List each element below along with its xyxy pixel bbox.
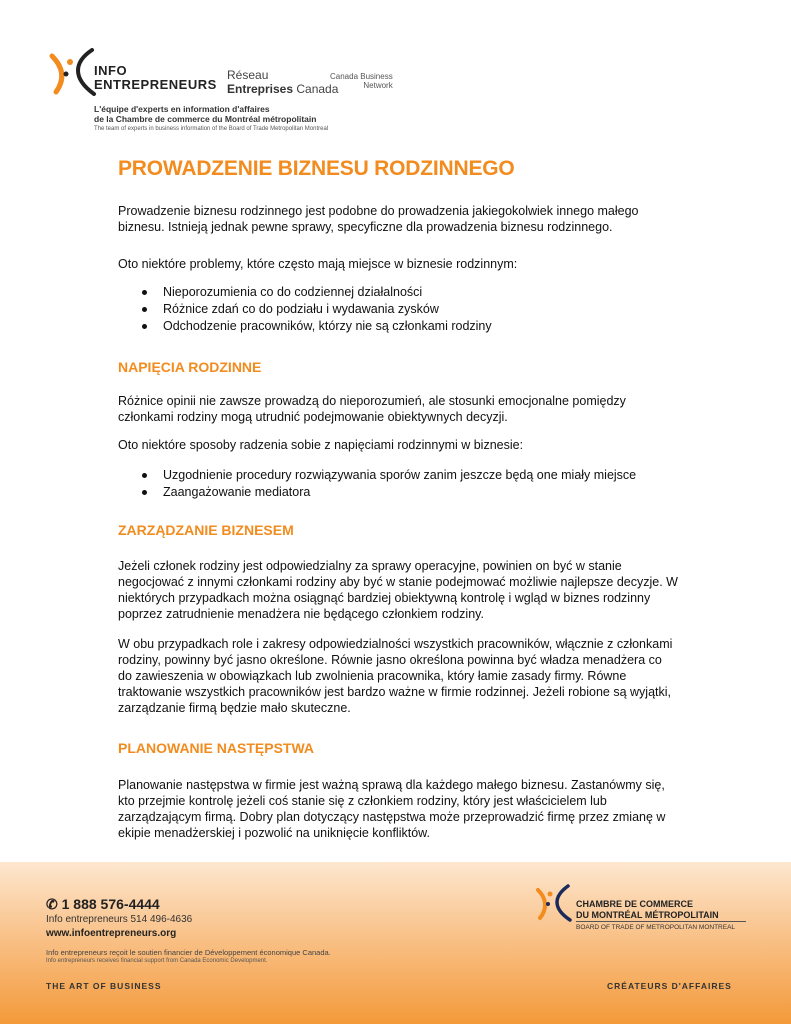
phone-icon: ✆ — [46, 896, 58, 912]
canada-business-network-logo — [330, 72, 393, 90]
list-item: Odchodzenie pracowników, którzy nie są członkami rodziny — [118, 318, 678, 335]
zarzadzanie-paragraph-1: Jeżeli członek rodziny jest odpowiedzialny za sprawy operacyjne, powinien on być w stanie negocjować z innymi członkami rodziny aby być w stanie podejmować możliwie najlepsze decyzje. W niektórych przypadkach można osiągnąć bardziej obiektywną kontrolę i wgląd w biznes rodzinny poprzez zatrudnienie menadżera nie będącego członkiem rodziny. — [118, 559, 678, 621]
reseau-country: Canada — [293, 82, 339, 96]
reseau-label: Réseau — [227, 68, 269, 82]
reseau-entreprises-bold: Entreprises — [227, 82, 294, 96]
tagline-fr-line-1: L'équipe d'experts en information d'affaires — [94, 104, 270, 114]
napiecia-paragraph: Różnice opinii nie zawsze prowadzą do nieporozumień, ale stosunki emocjonalne pomiędzy członkami rodziny mogą utrudnić podejmowanie obiektywnych decyzji. — [118, 394, 626, 424]
section-heading-napiecia: NAPIĘCIA RODZINNE — [118, 359, 262, 375]
art-of-business-tagline: THE ART OF BUSINESS — [46, 981, 162, 991]
zarzadzanie-paragraph-2: W obu przypadkach role i zakresy odpowiedzialności wszystkich pracowników, włącznie z członkami rodziny, powinny być jasno określone. Równie jasno określona powinna być władza menadżera co do zawieszenia w obowiązkach lub zwolnienia pracownika, który łamie zasady firmy. Równe traktowanie wszystkich pracowników jest bardzo ważne w firmie rodzinnej. Jeżeli robione są wyjątki, zarządzanie firmą będzie mało skuteczne. — [118, 637, 673, 715]
planowanie-paragraph: Planowanie następstwa w firmie jest ważną sprawą dla każdego małego biznesu. Zastanówmy się, kto przejmie kontrolę jeżeli coś stanie się z członkiem rodziny, który jest właścicielem lub zarządzającym firmą. Dobry plan dotyczący następstwa może przeprowadzić firmę przez zmianę w ekipie menadżerskiej i pozwolić na uniknięcie konfliktów. — [118, 778, 666, 840]
list-item: Nieporozumienia co do codziennej działalności — [118, 284, 678, 301]
intro-paragraph: Prowadzenie biznesu rodzinnego jest podobne do prowadzenia jakiegokolwiek innego małego biznesu. Istnieją jednak pewne sprawy, specyficzne dla prowadzenia biznesu rodzinnego. — [118, 204, 639, 234]
cbn-line-1: Canada Business — [330, 72, 393, 81]
footer-support-fr: Info entrepreneurs reçoit le soutien financier de Développement économique Canada. — [46, 948, 331, 957]
tagline-fr-line-2: de la Chambre de commerce du Montréal métropolitain — [94, 114, 317, 124]
footer-phone — [46, 896, 160, 913]
phone-number: 1 888 576-4444 — [61, 896, 160, 912]
footer-ie-phone: Info entrepreneurs 514 496-4636 — [46, 914, 193, 925]
section-heading-planowanie: PLANOWANIE NASTĘPSTWA — [118, 740, 315, 756]
tagline-fr — [94, 104, 316, 124]
brand-name — [94, 64, 217, 92]
problems-lead: Oto niektóre problemy, które często mają miejsce w biznesie rodzinnym: — [118, 257, 518, 271]
footer-band — [0, 862, 791, 1024]
page-title: PROWADZENIE BIZNESU RODZINNEGO — [118, 157, 515, 180]
reseau-entreprises-label — [227, 82, 338, 96]
footer-website-link[interactable]: www.infoentrepreneurs.org — [46, 928, 177, 939]
brand-line-1: INFO — [94, 63, 128, 78]
ccmm-logo — [532, 884, 576, 922]
problems-list — [118, 284, 678, 335]
list-item: Zaangażowanie mediatora — [118, 484, 678, 501]
ccmm-line-2: DU MONTRÉAL MÉTROPOLITAIN — [576, 910, 719, 920]
brand-line-2: ENTREPRENEURS — [94, 77, 217, 92]
createurs-tagline: CRÉATEURS D'AFFAIRES — [607, 981, 732, 991]
ccmm-divider — [576, 921, 746, 922]
napiecia-list — [118, 467, 678, 501]
list-item: Różnice zdań co do podziału i wydawania zysków — [118, 301, 678, 318]
ccmm-line-1: CHAMBRE DE COMMERCE — [576, 899, 693, 909]
board-of-trade-label: BOARD OF TRADE OF METROPOLITAN MONTREAL — [576, 924, 736, 931]
list-item: Uzgodnienie procedury rozwiązywania sporów zanim jeszcze będą one miały miejsce — [118, 467, 678, 484]
cbn-line-2: Network — [363, 81, 393, 90]
section-heading-zarzadzanie: ZARZĄDZANIE BIZNESEM — [118, 522, 294, 538]
tagline-en: The team of experts in business information of the Board of Trade Metropolitan Montreal — [94, 126, 329, 132]
footer-support-en: Info entrepreneurs receives financial support from Canada Economic Development. — [46, 958, 268, 964]
napiecia-lead: Oto niektóre sposoby radzenia sobie z napięciami rodzinnymi w biznesie: — [118, 438, 524, 452]
